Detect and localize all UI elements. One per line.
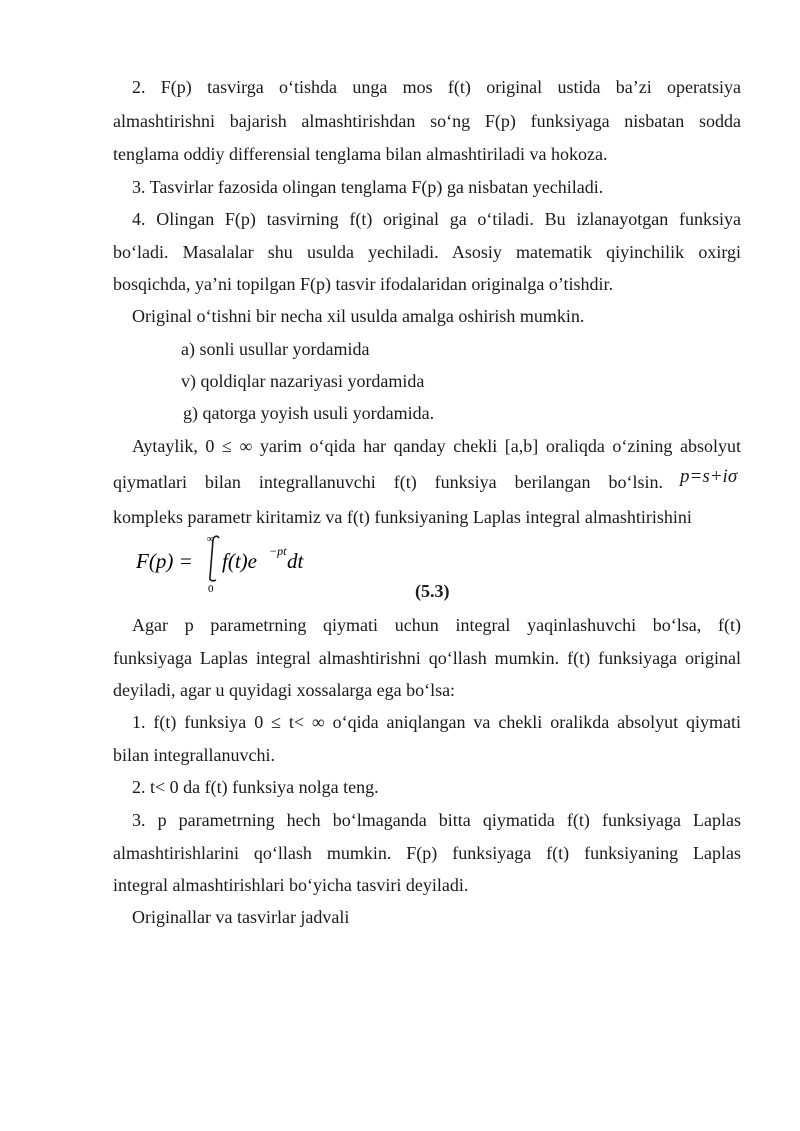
equation-upper-limit: ∞ xyxy=(207,534,215,545)
condition-1-line-1: 1. f(t) funksiya 0 ≤ t< ∞ o‘qida aniqlangan va chekli oralikda absolyut qiymati xyxy=(132,712,741,732)
item-2-line-2: almashtirishni bajarish almashtirishdan so‘ng F(p) funksiyaga nisbatan sodda xyxy=(113,111,741,131)
equation-lower-limit: 0 xyxy=(208,583,214,595)
laplace-equation xyxy=(130,530,350,598)
equation-exponent: −pt xyxy=(269,544,287,558)
equation-differential: dt xyxy=(287,549,304,573)
item-4-line-3: bosqichda, ya’ni topilgan F(p) tasvir ifodalaridan originalga o’tishdir. xyxy=(113,274,614,294)
table-title: Originallar va tasvirlar jadvali xyxy=(132,907,350,927)
agar-line-2: funksiyaga Laplas integral almashtirishni qo‘llash mumkin. f(t) funksiyaga original xyxy=(113,648,741,668)
agar-line-1: Agar p parametrning qiymati uchun integral yaqinlashuvchi bo‘lsa, f(t) xyxy=(132,615,741,635)
aytaylik-line-3: kompleks parametr kiritamiz va f(t) funksiyaning Laplas integral almashtirishini xyxy=(113,507,692,527)
condition-3-line-2: almashtirishlarini qo‘llash mumkin. F(p) funksiyaga f(t) funksiyaning Laplas xyxy=(113,843,741,863)
list-item-a: a) sonli usullar yordamida xyxy=(181,339,370,359)
original-intro: Original o‘tishni bir necha xil usulda amalga oshirish mumkin. xyxy=(132,306,585,326)
item-2-line-3: tenglama oddiy differensial tenglama bilan almashtiriladi va hokoza. xyxy=(113,144,608,164)
condition-2: 2. t< 0 da f(t) funksiya nolga teng. xyxy=(132,777,379,797)
item-4-line-2: bo‘ladi. Masalalar shu usulda yechiladi. Asosiy matematik qiyinchilik oxirgi xyxy=(113,242,741,262)
equation-number: (5.3) xyxy=(415,581,450,601)
item-2-line-1: 2. F(p) tasvirga o‘tishda unga mos f(t) original ustida ba’zi operatsiya xyxy=(132,77,741,97)
equation-lhs: F(p) = xyxy=(136,549,193,573)
list-item-v: v) qoldiqlar nazariyasi yordamida xyxy=(181,371,425,391)
condition-3-line-1: 3. p parametrning hech bo‘lmaganda bitta qiymatida f(t) funksiyaga Laplas xyxy=(132,810,741,830)
aytaylik-line-1: Aytaylik, 0 ≤ ∞ yarim o‘qida har qanday chekli [a,b] oraliqda o‘zining absolyut xyxy=(132,436,741,456)
condition-1-line-2: bilan integrallanuvchi. xyxy=(113,745,275,765)
list-item-g: g) qatorga yoyish usuli yordamida. xyxy=(183,403,435,423)
aytaylik-line-2: qiymatlari bilan integrallanuvchi f(t) funksiya berilangan bo‘lsin. xyxy=(113,472,663,492)
item-4-line-1: 4. Olingan F(p) tasvirning f(t) original ga o‘tiladi. Bu izlanayotgan funksiya xyxy=(132,209,741,229)
equation-integrand: f(t)e xyxy=(222,549,257,573)
condition-3-line-3: integral almashtirishlari bo‘yicha tasviri deyiladi. xyxy=(113,875,469,895)
agar-line-3: deyiladi, agar u quyidagi xossalarga ega bo‘lsa: xyxy=(113,680,456,700)
complex-parameter-formula: p=s+iσ xyxy=(680,466,738,487)
item-3: 3. Tasvirlar fazosida olingan tenglama F(p) ga nisbatan yechiladi. xyxy=(132,177,604,197)
